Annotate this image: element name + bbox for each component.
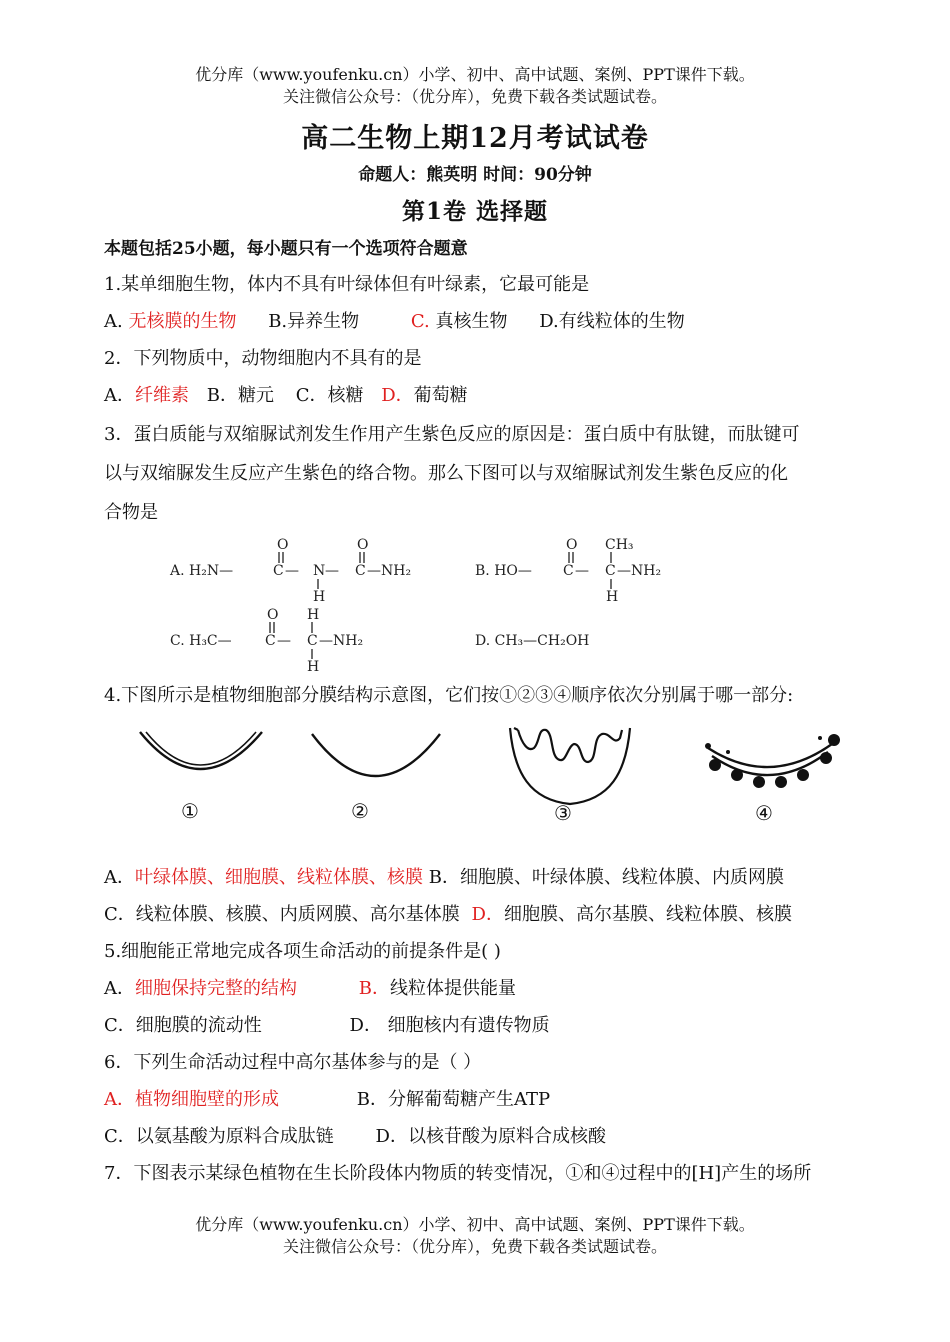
chem-a-label: A. H₂N— bbox=[170, 563, 234, 579]
chem-c-c2: C bbox=[307, 633, 318, 649]
membrane-3-cristae bbox=[510, 728, 630, 804]
q4-membrane-figure bbox=[130, 718, 850, 836]
page-header bbox=[0, 64, 950, 108]
q1-option-a: 无核膜的生物 bbox=[128, 311, 237, 332]
q6-options-cd bbox=[104, 1124, 606, 1150]
q1-stem: 1.某单细胞生物，体内不具有叶绿体但有叶绿素，它最可能是 bbox=[104, 274, 590, 295]
chem-b-c2: C bbox=[605, 563, 616, 579]
chem-a-nh2: —NH₂ bbox=[367, 563, 412, 579]
chem-b-c1: C bbox=[563, 563, 574, 579]
q6-option-d: D．以核苷酸为原料合成核酸 bbox=[375, 1126, 606, 1147]
chem-b-nh2: —NH₂ bbox=[617, 563, 662, 579]
q5-option-b-label: B． bbox=[358, 978, 390, 999]
q5-option-c: C．细胞膜的流动性 bbox=[104, 1015, 262, 1036]
chem-a-o2: O bbox=[357, 537, 369, 553]
membrane-label-4: ④ bbox=[755, 801, 773, 825]
q4-option-a-label: A． bbox=[104, 867, 135, 888]
q4-option-d-label: D． bbox=[471, 904, 504, 925]
chem-c-dash: — bbox=[277, 633, 291, 649]
chem-a-dash2: — bbox=[325, 563, 339, 579]
chem-a-o1: O bbox=[277, 537, 289, 553]
q2-option-c: C．核糖 bbox=[295, 385, 364, 406]
page-footer bbox=[0, 1214, 950, 1258]
q5-stem: 5.细胞能正常地完成各项生命活动的前提条件是( ) bbox=[104, 941, 501, 962]
q4-options-ab bbox=[104, 865, 784, 891]
membrane-label-2: ② bbox=[351, 799, 369, 823]
chem-d-text: D. CH₃—CH₂OH bbox=[475, 633, 590, 649]
q1-option-c: 真核生物 bbox=[435, 311, 508, 332]
instruction: 本题包括25小题，每小题只有一个选项符合题意 bbox=[104, 239, 468, 259]
membrane-2-single bbox=[312, 734, 440, 776]
header-line-2: 关注微信公众号：（优分库），免费下载各类试题试卷。 bbox=[282, 87, 667, 106]
membrane-4-rough bbox=[705, 734, 840, 788]
chem-b-dash: — bbox=[575, 563, 589, 579]
chem-b-label: B. HO— bbox=[475, 563, 532, 579]
q1-option-b: B.异养生物 bbox=[268, 311, 360, 332]
section-title: 第1卷 选择题 bbox=[401, 198, 548, 225]
chem-a-h: H bbox=[313, 589, 326, 605]
q5-option-a: 细胞保持完整的结构 bbox=[135, 978, 297, 999]
q5-option-a-label: A． bbox=[104, 978, 135, 999]
footer-line-1: 优分库（www.youfenku.cn）小学、初中、高中试题、案例、PPT课件下载。 bbox=[195, 1215, 755, 1234]
exam-subtitle: 命题人：熊英明 时间：90分钟 bbox=[358, 165, 592, 185]
chem-b-h: H bbox=[606, 589, 619, 605]
q7-stem: 7．下图表示某绿色植物在生长阶段体内物质的转变情况，①和④过程中的[H]产生的场所 bbox=[104, 1163, 812, 1184]
q2-option-d-label: D． bbox=[381, 385, 414, 406]
membrane-label-1: ① bbox=[181, 799, 199, 823]
membrane-1-double bbox=[140, 732, 262, 769]
q4-option-c: C．线粒体膜、核膜、内质网膜、高尔基体膜 bbox=[104, 904, 460, 925]
q6-options-ab bbox=[104, 1087, 550, 1113]
q4-options-cd bbox=[104, 902, 792, 928]
chem-c-o: O bbox=[267, 607, 279, 623]
chem-c-nh2: —NH₂ bbox=[319, 633, 364, 649]
q4-option-d: 细胞膜、高尔基膜、线粒体膜、核膜 bbox=[503, 904, 792, 925]
q3-line-1: 3．蛋白质能与双缩脲试剂发生作用产生紫色反应的原因是：蛋白质中有肽键，而肽键可 bbox=[104, 424, 800, 445]
membrane-label-3: ③ bbox=[554, 801, 572, 825]
chem-c-h1: H bbox=[307, 607, 320, 623]
q2-options bbox=[104, 383, 468, 409]
q2-option-b: B．糖元 bbox=[206, 385, 274, 406]
q4-option-a: 叶绿体膜、细胞膜、线粒体膜、核膜 bbox=[135, 867, 423, 888]
q3-line-2: 以与双缩脲发生反应产生紫色的络合物。那么下图可以与双缩脲试剂发生紫色反应的化 bbox=[104, 463, 788, 484]
chem-c-c1: C bbox=[265, 633, 276, 649]
q1-option-d: D.有线粒体的生物 bbox=[539, 311, 685, 332]
q4-option-b: B．细胞膜、叶绿体膜、线粒体膜、内质网膜 bbox=[423, 867, 784, 888]
chem-a-c1: C bbox=[273, 563, 284, 579]
chem-c-label: C. H₃C— bbox=[170, 633, 232, 649]
footer-line-2: 关注微信公众号：（优分库），免费下载各类试题试卷。 bbox=[282, 1237, 667, 1256]
q2-option-a: 纤维素 bbox=[135, 385, 189, 406]
q6-stem: 6．下列生命活动过程中高尔基体参与的是（ ） bbox=[104, 1052, 482, 1073]
chem-a-n: N bbox=[313, 563, 326, 579]
q6-option-a: A．植物细胞壁的形成 bbox=[104, 1089, 279, 1110]
header-line-1: 优分库（www.youfenku.cn）小学、初中、高中试题、案例、PPT课件下载。 bbox=[195, 65, 755, 84]
q2-option-a-label: A． bbox=[104, 385, 135, 406]
q2-option-d: 葡萄糖 bbox=[413, 385, 468, 406]
q6-option-b: B．分解葡萄糖产生ATP bbox=[356, 1089, 551, 1110]
q1-option-a-label: A. bbox=[104, 311, 129, 332]
q4-stem: 4.下图所示是植物细胞部分膜结构示意图，它们按①②③④顺序依次分别属于哪一部分: bbox=[104, 685, 794, 706]
chem-a-dash1: — bbox=[285, 563, 299, 579]
q5-options-cd bbox=[104, 1013, 550, 1039]
q5-options-ab bbox=[104, 976, 516, 1002]
exam-title: 高二生物上期12月考试试卷 bbox=[301, 123, 649, 154]
q5-option-d: D． 细胞核内有遗传物质 bbox=[349, 1015, 550, 1036]
q1-option-c-label: C. bbox=[410, 311, 436, 332]
q3-structures-figure bbox=[165, 535, 705, 675]
q6-option-c: C．以氨基酸为原料合成肽链 bbox=[104, 1126, 334, 1147]
q3-line-3: 合物是 bbox=[104, 502, 158, 523]
q5-option-b: 线粒体提供能量 bbox=[389, 978, 516, 999]
chem-b-o: O bbox=[566, 537, 578, 553]
q2-stem: 2．下列物质中，动物细胞内不具有的是 bbox=[104, 348, 422, 369]
chem-a-c2: C bbox=[355, 563, 366, 579]
q1-options bbox=[104, 309, 685, 335]
chem-b-ch3: CH₃ bbox=[605, 537, 634, 553]
chem-c-h2: H bbox=[307, 659, 320, 675]
